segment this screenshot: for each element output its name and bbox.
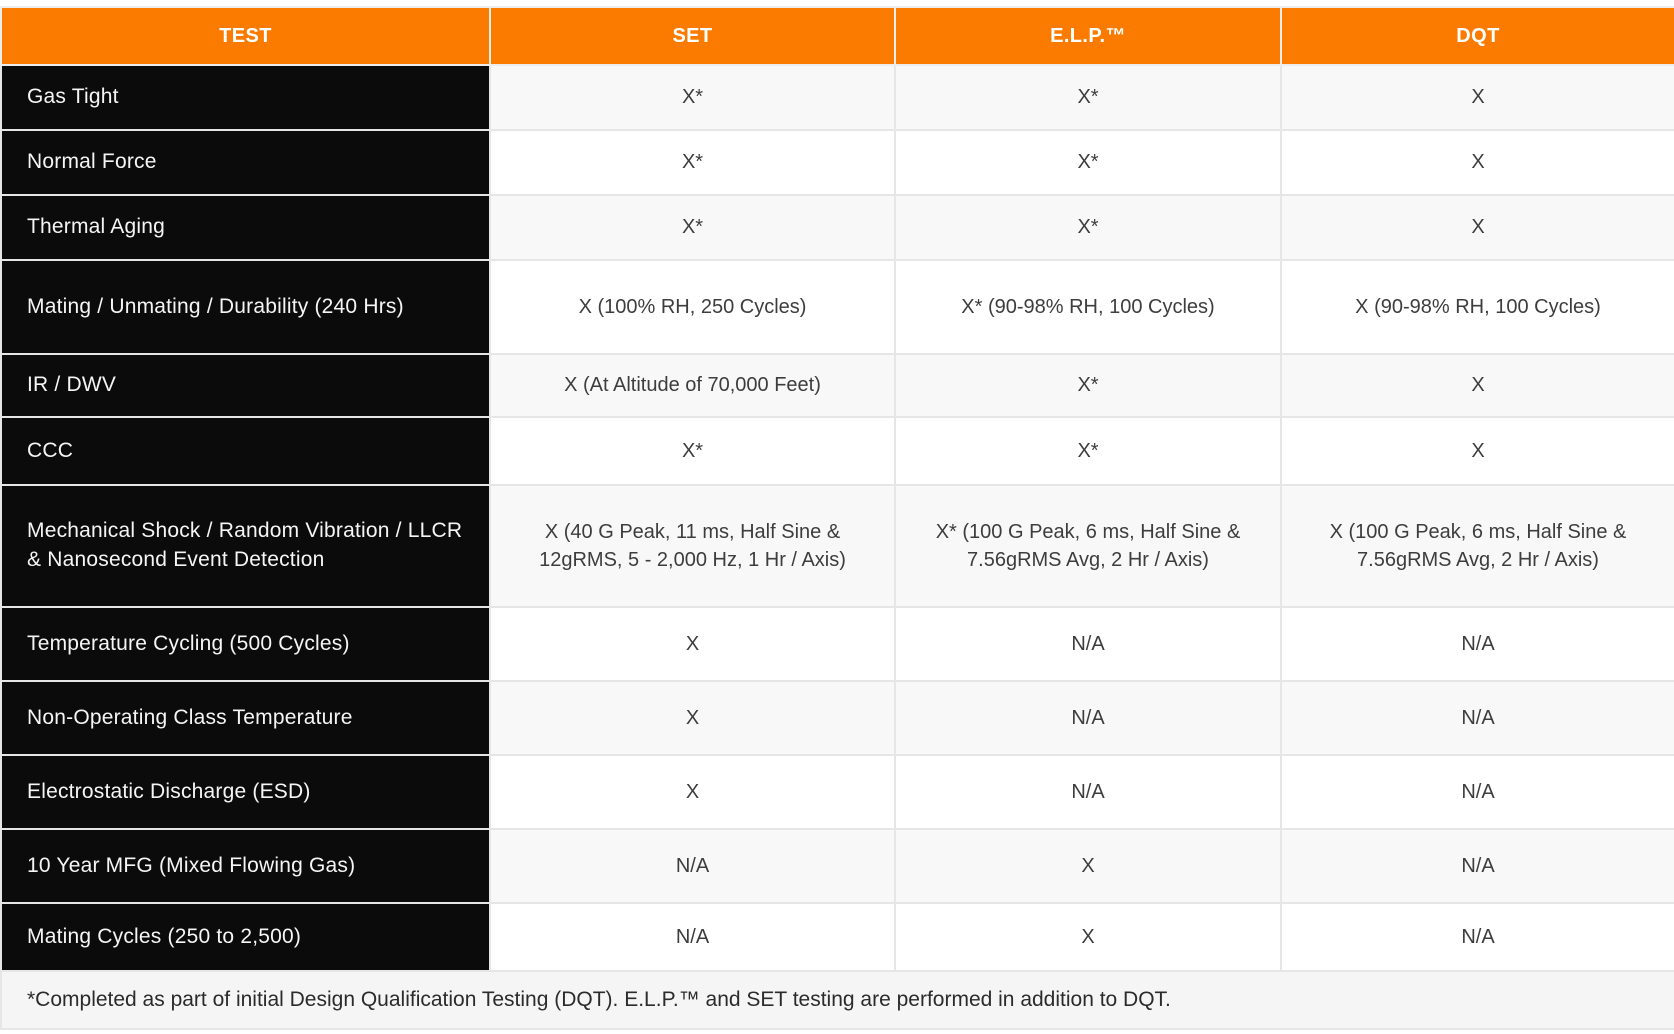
dqt-value-cell: N/A (1281, 681, 1674, 755)
set-value-cell: X (490, 681, 895, 755)
table-row (1, 681, 1674, 755)
test-name-cell: Mating Cycles (250 to 2,500) (1, 903, 490, 971)
table-row (1, 903, 1674, 971)
elp-value-cell: N/A (895, 755, 1281, 829)
table-row (1, 195, 1674, 260)
set-value-cell: X (490, 755, 895, 829)
dqt-value-cell: X (1281, 195, 1674, 260)
set-value-cell: X (At Altitude of 70,000 Feet) (490, 354, 895, 417)
set-value-cell: N/A (490, 829, 895, 903)
elp-value-cell: X* (895, 130, 1281, 195)
set-value-cell: X* (490, 65, 895, 130)
test-name-cell: Thermal Aging (1, 195, 490, 260)
elp-value-cell: X* (895, 195, 1281, 260)
dqt-value-cell: X (1281, 65, 1674, 130)
table-row (1, 65, 1674, 130)
elp-value-cell: X* (100 G Peak, 6 ms, Half Sine & 7.56gRMS Avg, 2 Hr / Axis) (895, 485, 1281, 607)
test-name-cell: Gas Tight (1, 65, 490, 130)
set-value-cell: X* (490, 195, 895, 260)
table-row (1, 130, 1674, 195)
set-value-cell: N/A (490, 903, 895, 971)
elp-value-cell: X (895, 829, 1281, 903)
footnote-text: *Completed as part of initial Design Qualification Testing (DQT). E.L.P.™ and SET testing are performed in addition to DQT. (1, 971, 1674, 1029)
elp-value-cell: X* (895, 354, 1281, 417)
table-row (1, 755, 1674, 829)
set-value-cell: X* (490, 130, 895, 195)
elp-value-cell: N/A (895, 607, 1281, 681)
test-name-cell: Electrostatic Discharge (ESD) (1, 755, 490, 829)
set-value-cell: X (490, 607, 895, 681)
table-row (1, 354, 1674, 417)
dqt-value-cell: X (100 G Peak, 6 ms, Half Sine & 7.56gRMS Avg, 2 Hr / Axis) (1281, 485, 1674, 607)
table-header-row (1, 7, 1674, 65)
test-name-cell: Mechanical Shock / Random Vibration / LLCR & Nanosecond Event Detection (1, 485, 490, 607)
table-row (1, 485, 1674, 607)
column-header-dqt: DQT (1281, 7, 1674, 65)
column-header-set: SET (490, 7, 895, 65)
column-header-elp: E.L.P.™ (895, 7, 1281, 65)
dqt-value-cell: N/A (1281, 607, 1674, 681)
dqt-value-cell: X (1281, 354, 1674, 417)
test-name-cell: Temperature Cycling (500 Cycles) (1, 607, 490, 681)
dqt-value-cell: X (1281, 417, 1674, 485)
elp-value-cell: N/A (895, 681, 1281, 755)
test-name-cell: Mating / Unmating / Durability (240 Hrs) (1, 260, 490, 354)
set-value-cell: X (100% RH, 250 Cycles) (490, 260, 895, 354)
column-header-test: TEST (1, 7, 490, 65)
table-row (1, 607, 1674, 681)
table-row (1, 417, 1674, 485)
table-row (1, 260, 1674, 354)
footnote-row (1, 971, 1674, 1029)
dqt-value-cell: N/A (1281, 903, 1674, 971)
dqt-value-cell: N/A (1281, 829, 1674, 903)
elp-value-cell: X* (90-98% RH, 100 Cycles) (895, 260, 1281, 354)
dqt-value-cell: X (90-98% RH, 100 Cycles) (1281, 260, 1674, 354)
qualification-test-table (0, 6, 1674, 1030)
elp-value-cell: X (895, 903, 1281, 971)
set-value-cell: X (40 G Peak, 11 ms, Half Sine & 12gRMS, 5 - 2,000 Hz, 1 Hr / Axis) (490, 485, 895, 607)
dqt-value-cell: X (1281, 130, 1674, 195)
dqt-value-cell: N/A (1281, 755, 1674, 829)
test-name-cell: IR / DWV (1, 354, 490, 417)
test-name-cell: Normal Force (1, 130, 490, 195)
test-name-cell: CCC (1, 417, 490, 485)
test-name-cell: 10 Year MFG (Mixed Flowing Gas) (1, 829, 490, 903)
set-value-cell: X* (490, 417, 895, 485)
elp-value-cell: X* (895, 417, 1281, 485)
elp-value-cell: X* (895, 65, 1281, 130)
table-row (1, 829, 1674, 903)
test-name-cell: Non-Operating Class Temperature (1, 681, 490, 755)
